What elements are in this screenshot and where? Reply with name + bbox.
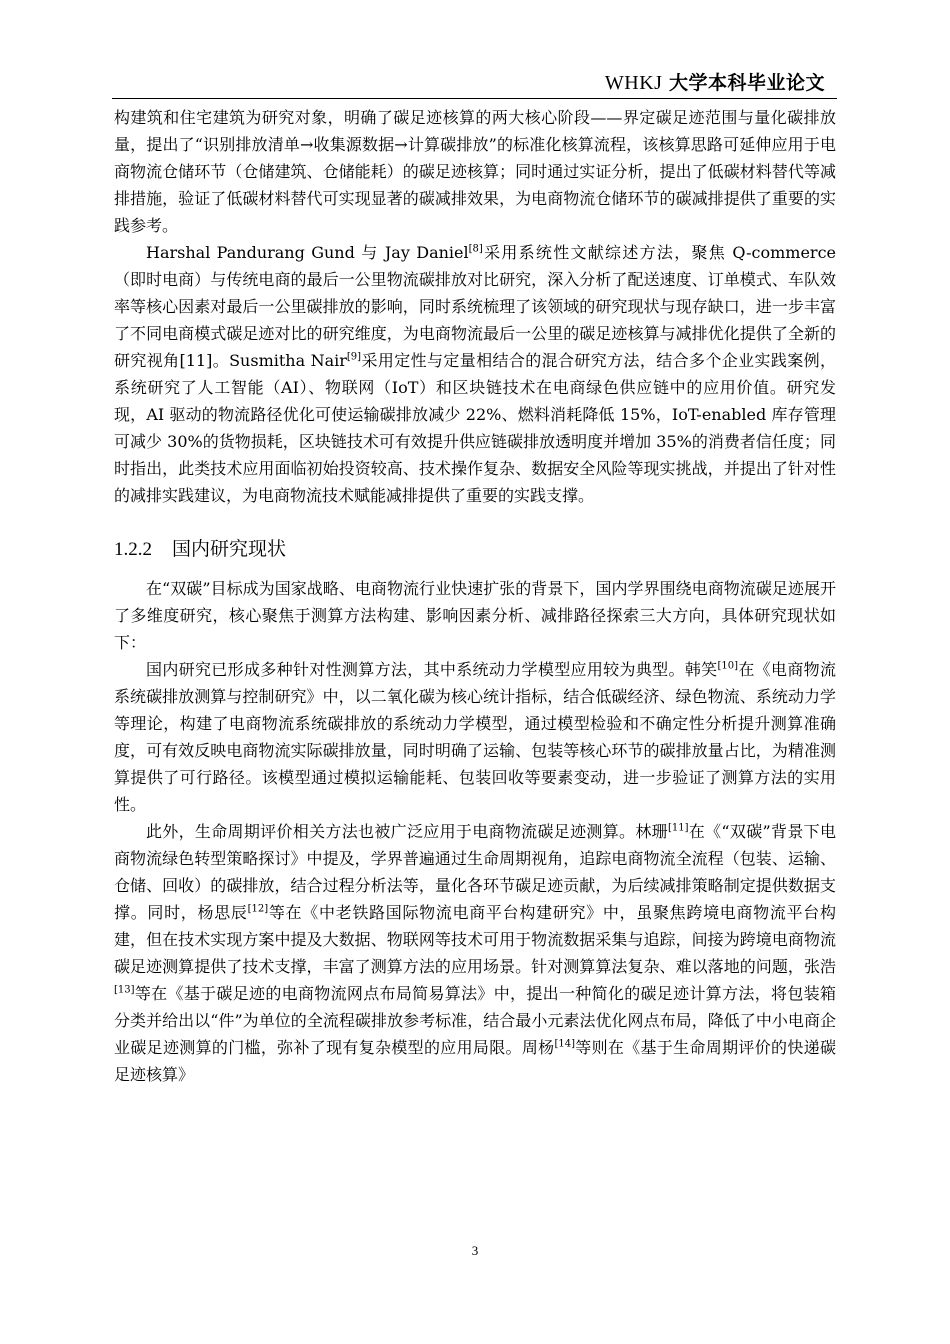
citation-13: [13] bbox=[114, 984, 135, 996]
citation-8: [8] bbox=[468, 243, 483, 255]
citation-11: [11] bbox=[667, 822, 689, 834]
page-body bbox=[114, 104, 836, 1088]
paragraph-5-part-a: 此外，生命周期评价相关方法也被广泛应用于电商物流碳足迹测算。林珊 bbox=[146, 822, 668, 841]
page-number: 3 bbox=[471, 1243, 479, 1258]
page-header bbox=[112, 68, 837, 99]
section-title: 国内研究现状 bbox=[172, 538, 287, 560]
paragraph-2-part-c: 采用定性与定量相结合的混合研究方法，结合多个企业实践案例，系统研究了人工智能（AI）、物联网（IoT）和区块链技术在电商绿色供应链中的应用价值。研究发现，AI 驱动的物流路径优化可使运输碳排放减少 22%、燃料消耗降低 15%，IoT-enabled 库存管理可减少 30%的货物损耗，区块链技术可有效提升供应链碳排放透明度并增加 35%的消费者信任度；同时指出，此类技术应用面临初始投资较高、技术操作复杂、数据安全风险等现实挑战，并提出了针对性的减排实践建议，为电商物流技术赋能减排提供了重要的实践支撑。 bbox=[114, 351, 836, 505]
paragraph-4-part-a: 国内研究已形成多种针对性测算方法，其中系统动力学模型应用较为典型。韩笑 bbox=[146, 660, 718, 679]
paragraph-4 bbox=[114, 656, 836, 818]
paragraph-5-part-b: 在《“双碳”背景下电商物流绿色转型策略探讨》中提及，学界普遍通过生命周期视角，追踪电商物流全流程（包装、运输、仓储、回收）的碳排放，结合过程分析法等，量化各环节碳足迹贡献，为后续减排策略制定提供数据支撑。同时，杨思辰 bbox=[114, 822, 836, 922]
paragraph-2-part-b: 采用系统性文献综述方法，聚焦 Q-commerce（即时电商）与传统电商的最后一公里物流碳排放对比研究，深入分析了配送速度、订单模式、车队效率等核心因素对最后一公里碳排放的影响，同时系统梳理了该领域的研究现状与现存缺口，进一步丰富了不同电商模式碳足迹对比的研究维度，为电商物流最后一公里的碳足迹核算与减排优化提供了全新的研究视角[11]。Susmitha Nair bbox=[114, 243, 836, 370]
paragraph-5-part-c: 等在《中老铁路国际物流电商平台构建研究》中，虽聚焦跨境电商物流平台构建，但在技术实现方案中提及大数据、物联网等技术可用于物流数据采集与追踪，间接为跨境电商物流碳足迹测算提供了技术支撑，丰富了测算方法的应用场景。针对测算算法复杂、难以落地的问题，张浩 bbox=[114, 903, 836, 976]
paragraph-4-part-b: 在《电商物流系统碳排放测算与控制研究》中，以二氧化碳为核心统计指标，结合低碳经济、绿色物流、系统动力学等理论，构建了电商物流系统碳排放的系统动力学模型，通过模型检验和不确定性分析提升测算准确度，可有效反映电商物流实际碳排放量，同时明确了运输、包装等核心环节的碳排放量占比，为精准测算提供了可行路径。该模型通过模拟运输能耗、包装回收等要素变动，进一步验证了测算方法的实用性。 bbox=[114, 660, 836, 814]
citation-9: [9] bbox=[346, 351, 362, 363]
header-cjk: 大学本科毕业论文 bbox=[668, 72, 825, 94]
paragraph-3: 在“双碳”目标成为国家战略、电商物流行业快速扩张的背景下，国内学界围绕电商物流碳足迹展开了多维度研究，核心聚焦于测算方法构建、影响因素分析、减排路径探索三大方向，具体研究现状如下： bbox=[114, 579, 836, 652]
paragraph-1: 构建筑和住宅建筑为研究对象，明确了碳足迹核算的两大核心阶段——界定碳足迹范围与量化碳排放量，提出了“识别排放清单→收集源数据→计算碳排放”的标准化核算流程，该核算思路可延伸应用于电商物流仓储环节（仓储建筑、仓储能耗）的碳足迹核算；同时通过实证分析，提出了低碳材料替代等减排措施，验证了低碳材料替代可实现显著的碳减排效果，为电商物流仓储环节的碳减排提供了重要的实践参考。 bbox=[114, 108, 836, 235]
section-number: 1.2.2 bbox=[114, 539, 152, 560]
paragraph-5-part-d: 等在《基于碳足迹的电商物流网点布局简易算法》中，提出一种简化的碳足迹计算方法，将包装箱分类并给出以“件”为单位的全流程碳排放参考标准，结合最小元素法优化网点布局，降低了中小电商企业碳足迹测算的门槛，弥补了现有复杂模型的应用局限。周杨 bbox=[114, 984, 836, 1057]
citation-12: [12] bbox=[247, 903, 269, 915]
paragraph-5-part-e: 等则在《基于生命周期评价的快递碳足迹核算》 bbox=[114, 1038, 836, 1084]
header-title bbox=[605, 68, 825, 95]
section-heading bbox=[114, 534, 836, 565]
paragraph-5 bbox=[114, 818, 836, 1088]
paragraph-2 bbox=[114, 239, 836, 509]
header-latin: WHKJ bbox=[604, 72, 663, 94]
citation-14: [14] bbox=[554, 1038, 575, 1050]
paragraph-2-part-a: Harshal Pandurang Gund 与 Jay Daniel bbox=[146, 243, 469, 262]
citation-10: [10] bbox=[717, 660, 739, 672]
